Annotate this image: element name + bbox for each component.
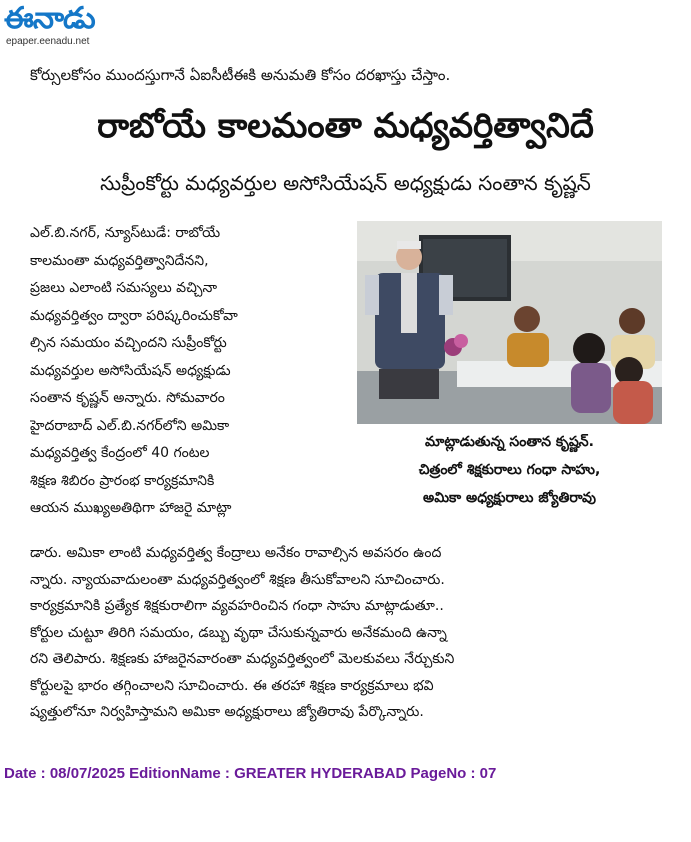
article-subheadline: సుప్రీంకోర్టు మధ్యవర్తుల అసోసియేషన్ అధ్యక్షుడు సంతాన కృష్ణన్ — [100, 171, 591, 195]
column-line: మధ్యవర్తుల అసోసియేషన్ అధ్యక్షుడు — [30, 362, 231, 379]
article-column — [30, 220, 348, 523]
column-line: ప్రజలు ఎలాంటి సమస్యలు వచ్చినా — [30, 280, 218, 296]
article-body-continued — [30, 540, 670, 726]
body-line: కోర్టులపై భారం తగ్గించాలని సూచించారు. ఈ తరహా శిక్షణ కార్యక్రమాలు భవి — [30, 677, 434, 694]
meeting-photo-illustration — [357, 221, 662, 424]
logo-wordmark: ఈనాడు — [4, 1, 95, 36]
column-line: కాలమంతా మధ్యవర్తిత్వానిదేనని, — [30, 252, 209, 269]
body-line: కోర్టుల చుట్టూ తిరిగి సమయం, డబ్బు వృథా చేసుకున్నవారు అనేకమంది ఉన్నా — [30, 624, 447, 641]
column-line: సంతాన కృష్ణన్ అన్నారు. సోమవారం — [30, 390, 225, 406]
body-line: న్నారు. న్యాయవాదులంతా మధ్యవర్తిత్వంలో శిక్షణ తీసుకోవాలని సూచించారు. — [30, 571, 445, 588]
article-headline: రాబోయే కాలమంతా మధ్యవర్తిత్వానిదే — [97, 106, 594, 146]
column-line: శిక్షణ శిబిరం ప్రారంభ కార్యక్రమానికి — [30, 472, 215, 489]
column-line: ఆయన ముఖ్యఅతిథిగా హాజరై మాట్లా — [30, 500, 232, 516]
body-line: ష్యత్తులోనూ నిర్వహిస్తామని అమికా అధ్యక్షురాలు జ్యోతిరావు పేర్కొన్నారు. — [30, 704, 424, 720]
eenadu-logo — [4, 2, 144, 52]
body-line: రని తెలిపారు. శిక్షణకు హాజరైనవారంతా మధ్యవర్తిత్వంలో మెలకువలు నేర్చుకుని — [30, 651, 455, 667]
column-line: ఎల్.బి.నగర్, న్యూస్‌టుడే: రాబోయే — [30, 225, 221, 241]
edition-footer: Date : 08/07/2025 EditionName : GREATER HYDERABAD PageNo : 07 — [4, 765, 497, 782]
column-line: హైదరాబాద్ ఎల్.బి.నగర్‌లోని అమికా — [30, 417, 230, 434]
column-line: ల్సిన సమయం వచ్చిందని సుప్రీంకోర్టు — [30, 335, 227, 351]
column-line: మధ్యవర్తిత్వ కేంద్రంలో 40 గంటల — [30, 445, 210, 461]
photo-caption — [357, 428, 662, 512]
caption-line: అమికా అధ్యక్షురాలు జ్యోతిరావు — [423, 490, 596, 506]
body-line: కార్యక్రమానికి ప్రత్యేక శిక్షకురాలిగా వ్యవహరించిన గంధా సాహు మాట్లాడుతూ.. — [30, 598, 444, 614]
article-photo — [357, 221, 662, 424]
caption-line: మాట్లాడుతున్న సంతాన కృష్ణన్. — [425, 434, 594, 450]
caption-line: చిత్రంలో శిక్షకురాలు గంధా సాహు, — [418, 462, 601, 478]
top-continuation-line: కోర్సులకోసం ముందస్తుగానే ఏఐసీటీఈకి అనుమతి కోసం దరఖాస్తు చేస్తాం. — [30, 66, 451, 84]
body-line: డారు. అమికా లాంటి మధ్యవర్తిత్వ కేంద్రాలు అనేకం రావాల్సిన అవసరం ఉంద — [30, 545, 442, 561]
logo-url: epaper.eenadu.net — [6, 36, 90, 47]
column-line: మధ్యవర్తిత్వం ద్వారా పరిష్కరించుకోవా — [30, 307, 238, 324]
